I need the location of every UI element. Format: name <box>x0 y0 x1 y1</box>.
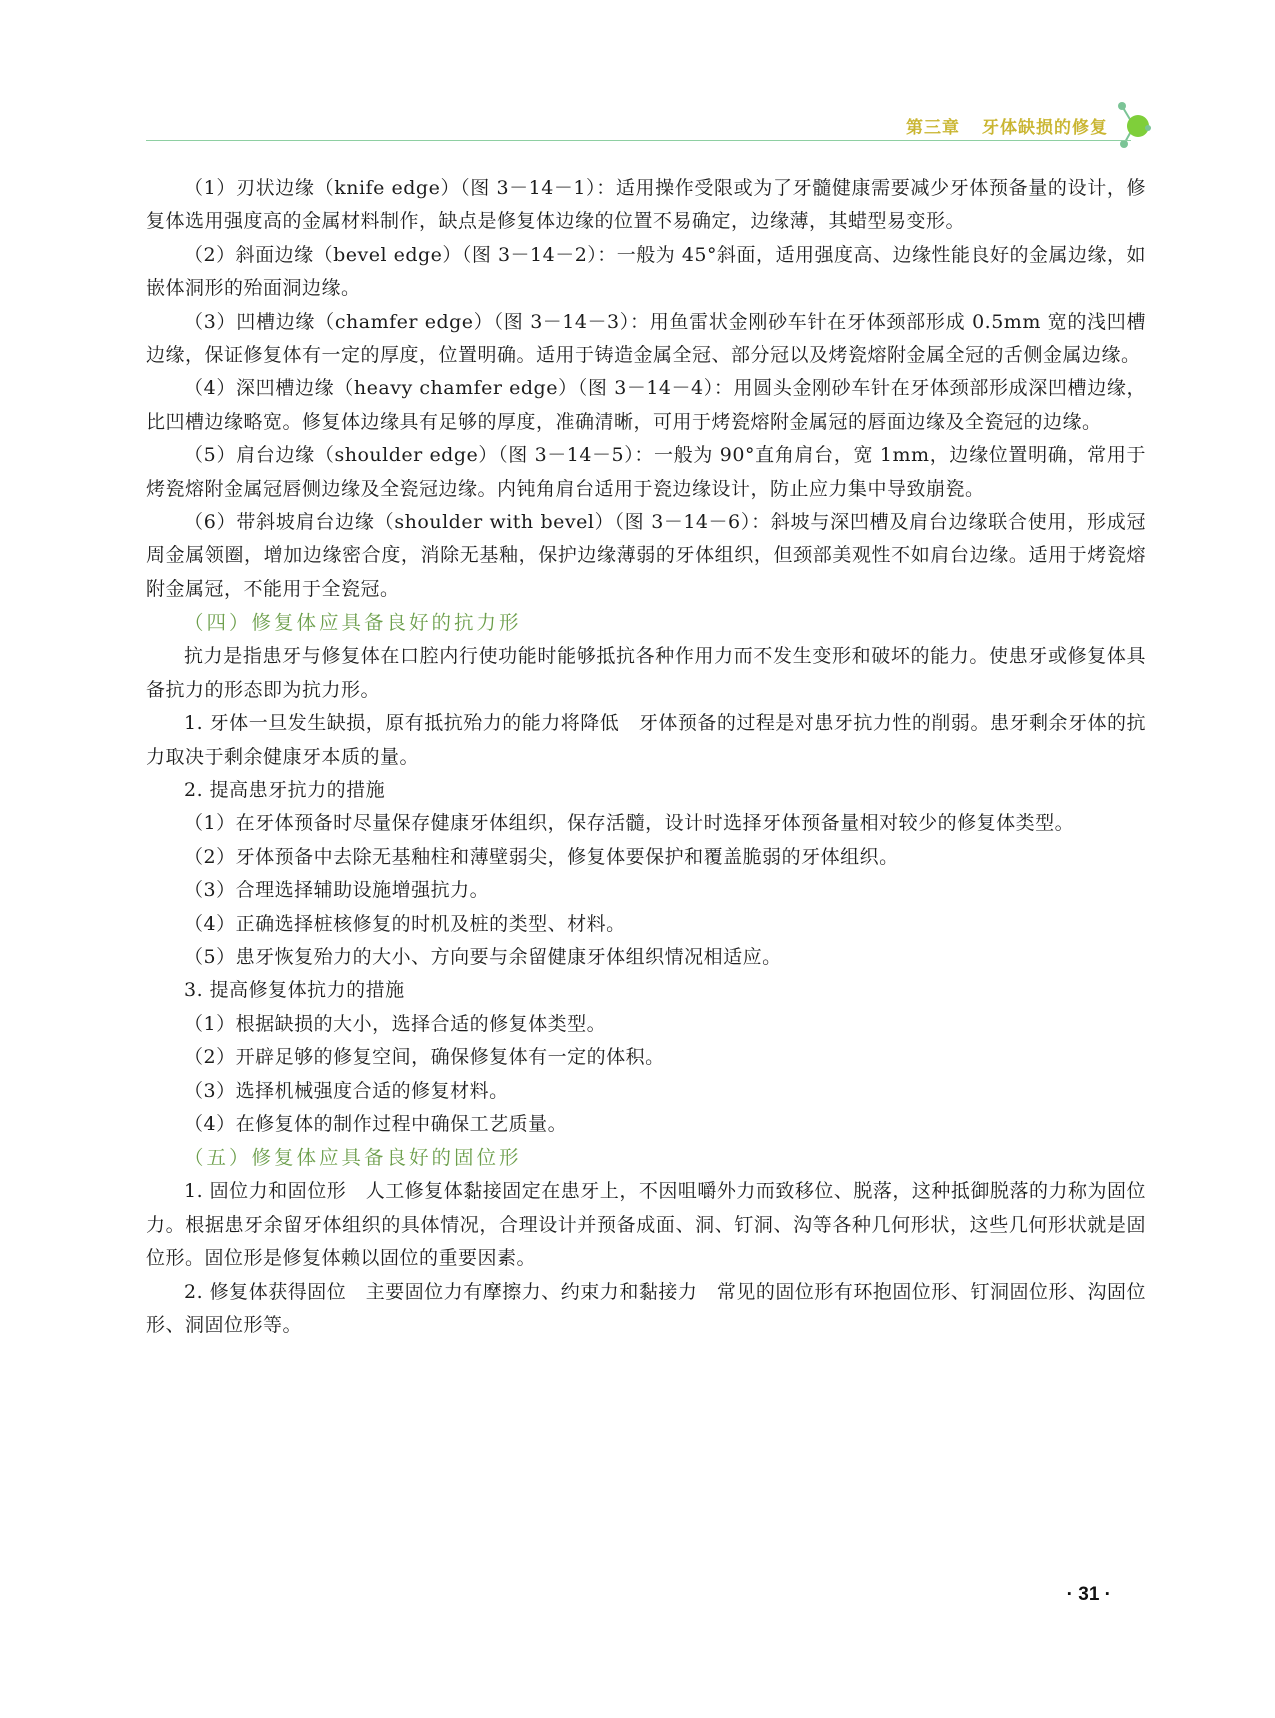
paragraph: 2. 修复体获得固位 主要固位力有摩擦力、约束力和黏接力 常见的固位形有环抱固位形、钉洞固位形、沟固位形、洞固位形等。 <box>146 1280 1146 1336</box>
paragraph: （3）合理选择辅助设施增强抗力。 <box>184 879 490 902</box>
paragraph: 3. 提高修复体抗力的措施 <box>184 979 405 1002</box>
chapter-title: 牙体缺损的修复 <box>982 118 1108 138</box>
paragraph: （2）开辟足够的修复空间，确保修复体有一定的体积。 <box>184 1046 665 1069</box>
paragraph: （5）肩台边缘（shoulder edge）（图 3－14－5）：一般为 90°直角肩台，宽 1mm，边缘位置明确，常用于烤瓷熔附金属冠唇侧边缘及全瓷冠边缘。内钝角肩台适用于瓷边缘设计，防止应力集中导致崩瓷。 <box>146 444 1146 500</box>
paragraph: （1）根据缺损的大小，选择合适的修复体类型。 <box>184 1012 607 1035</box>
paragraph: （3）凹槽边缘（chamfer edge）（图 3－14－3）：用鱼雷状金刚砂车针在牙体颈部形成 0.5mm 宽的浅凹槽边缘，保证修复体有一定的厚度，位置明确。适用于铸造金属全冠、部分冠以及烤瓷熔附金属全冠的舌侧金属边缘。 <box>146 310 1146 367</box>
paragraph: （6）带斜坡肩台边缘（shoulder with bevel）（图 3－14－6）：斜坡与深凹槽及肩台边缘联合使用，形成冠周金属领圈，增加边缘密合度，消除无基釉，保护边缘薄弱的牙体组织，但颈部美观性不如肩台边缘。适用于烤瓷熔附金属冠，不能用于全瓷冠。 <box>146 511 1146 600</box>
paragraph: 抗力是指患牙与修复体在口腔内行使功能时能够抵抗各种作用力而不发生变形和破坏的能力。使患牙或修复体具备抗力的形态即为抗力形。 <box>146 645 1146 701</box>
running-header <box>906 113 1108 138</box>
header-rule <box>146 140 1131 141</box>
molecule-icon <box>1108 100 1156 150</box>
paragraph: （2）斜面边缘（bevel edge）（图 3－14－2）：一般为 45°斜面，适用强度高、边缘性能良好的金属边缘，如嵌体洞形的殆面洞边缘。 <box>146 243 1147 300</box>
paragraph: （5）患牙恢复殆力的大小、方向要与余留健康牙体组织情况相适应。 <box>184 945 782 968</box>
paragraph: （1）刃状边缘（knife edge）（图 3－14－1）：适用操作受限或为了牙髓健康需要减少牙体预备量的设计，修复体选用强度高的金属材料制作，缺点是修复体边缘的位置不易确定，边缘薄，其蜡型易变形。 <box>146 177 1146 233</box>
paragraph: （4）正确选择桩核修复的时机及桩的类型、材料。 <box>184 912 626 935</box>
paragraph: （4）在修复体的制作过程中确保工艺质量。 <box>184 1112 568 1135</box>
paragraph: 1. 牙体一旦发生缺损，原有抵抗殆力的能力将降低 牙体预备的过程是对患牙抗力性的削弱。患牙剩余牙体的抗力取决于剩余健康牙本质的量。 <box>146 712 1146 768</box>
paragraph: （2）牙体预备中去除无基釉柱和薄壁弱尖，修复体要保护和覆盖脆弱的牙体组织。 <box>184 845 899 868</box>
paragraph: 1. 固位力和固位形 人工修复体黏接固定在患牙上，不因咀嚼外力而致移位、脱落，这种抵御脱落的力称为固位力。根据患牙余留牙体组织的具体情况，合理设计并预备成面、洞、钉洞、沟等各种几何形状，这些几何形状就是固位形。固位形是修复体赖以固位的重要因素。 <box>146 1180 1146 1270</box>
section-heading: （四）修复体应具备良好的抗力形 <box>184 611 522 635</box>
chapter-label: 第三章 <box>906 118 960 138</box>
page-body <box>146 172 1146 1342</box>
section-heading: （五）修复体应具备良好的固位形 <box>184 1146 522 1170</box>
paragraph: （4）深凹槽边缘（heavy chamfer edge）（图 3－14－4）：用圆头金刚砂车针在牙体颈部形成深凹槽边缘，比凹槽边缘略宽。修复体边缘具有足够的厚度，准确清晰，可用于烤瓷熔附金属冠的唇面边缘及全瓷冠的边缘。 <box>146 377 1146 433</box>
page-number: · 31 · <box>1066 1584 1111 1605</box>
paragraph: （1）在牙体预备时尽量保存健康牙体组织，保存活髓，设计时选择牙体预备量相对较少的修复体类型。 <box>184 812 1075 835</box>
paragraph: （3）选择机械强度合适的修复材料。 <box>184 1079 509 1102</box>
paragraph: 2. 提高患牙抗力的措施 <box>184 778 386 801</box>
